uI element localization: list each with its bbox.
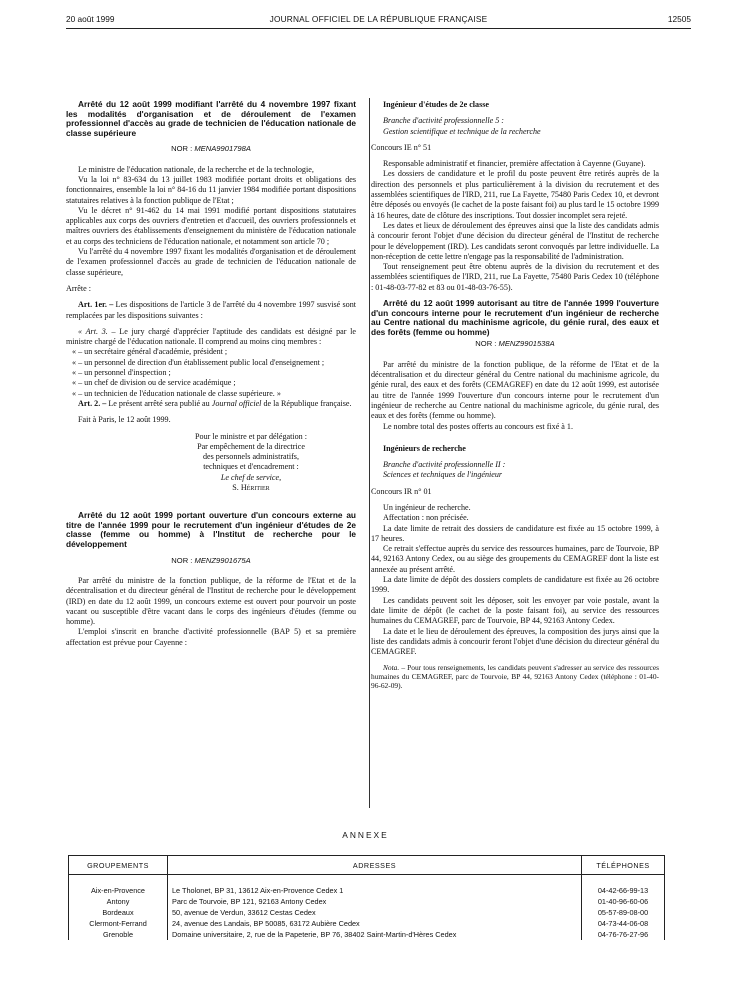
paragraph: Responsable administratif et financier, première affectation à Cayenne (Guyane).: [383, 159, 646, 169]
article-2: [66, 399, 356, 409]
nor-reference-3: [371, 339, 659, 349]
column-divider: [369, 98, 370, 808]
paragraph: Un ingénieur de recherche.: [383, 502, 471, 512]
decree-title-2: Arrêté du 12 août 1999 portant ouverture d'un concours externe au titre de l'année 1999 pour le recrutement d'un ingénieur d'études de 2e classe (femme ou homme) à l'Institut de recherche pour le développement: [66, 510, 356, 550]
header-page-number: 12505: [667, 14, 691, 24]
arrete-heading: Arrête :: [66, 283, 91, 293]
header-rule: [66, 28, 691, 29]
cell-groupement: Grenoble: [69, 929, 168, 940]
cell-telephone: 04-42-66-99-13: [582, 875, 665, 897]
list-item: « – un personnel de direction d'un établissement public local d'enseignement ;: [72, 357, 325, 367]
signature-line: Pour le ministre et par délégation :: [195, 431, 307, 441]
nor-label: NOR :: [171, 555, 193, 565]
column-header-telephones: TÉLÉPHONES: [582, 856, 665, 875]
signature-line: techniques et d'encadrement :: [203, 462, 299, 472]
cell-groupement: Bordeaux: [69, 907, 168, 918]
article-3: [66, 327, 356, 348]
table-row: [69, 907, 665, 918]
header-journal-title: JOURNAL OFFICIEL DE LA RÉPUBLIQUE FRANÇAISE: [269, 14, 488, 24]
section-heading: Ingénieur d'études de 2e classe: [383, 100, 489, 109]
nota-paragraph: [371, 663, 659, 690]
signature-line: des personnels administratifs,: [203, 452, 299, 462]
section-subheading: Gestion scientifique et technique de la recherche: [383, 126, 541, 136]
list-item: « – un technicien de l'éducation nationale de classe supérieure. »: [72, 388, 281, 398]
section-subheading: Sciences et techniques de l'ingénieur: [383, 470, 503, 480]
table-row: [69, 929, 665, 940]
right-column: [371, 100, 659, 690]
cell-groupement: Antony: [69, 896, 168, 907]
column-header-groupements: GROUPEMENTS: [69, 856, 168, 875]
cell-adresse: Parc de Tourvoie, BP 121, 92163 Antony Cedex: [168, 896, 582, 907]
list-item: « – un chef de division ou de service académique ;: [72, 378, 236, 388]
section-subheading: Branche d'activité professionnelle II :: [383, 460, 506, 470]
annexe-table: [68, 855, 665, 940]
paragraph: Vu l'arrêté du 4 novembre 1997 fixant les modalités d'organisation et de déroulement de l'examen professionnel d'accès au grade de technicien de l'éducation nationale de classe supérieure,: [66, 247, 356, 277]
header-date: 20 août 1999: [66, 14, 115, 24]
paragraph: Les dates et lieux de déroulement des épreuves ainsi que la liste des candidats admis à concourir feront l'objet d'une décision du directeur général de l'Institut de recherche pour le développement (IRD). Les candidats seront convoqués par lettre individuelle. La non-réception de cette lettre n'engage pas la responsabilité de l'administration.: [371, 220, 659, 261]
list-item: « – un secrétaire général d'académie, président ;: [72, 347, 228, 357]
decree-title-1: Arrêté du 12 août 1999 modifiant l'arrêté du 4 novembre 1997 fixant les modalités d'organisation et de déroulement de l'examen professionnel d'accès au grade de technicien de l'éducation nationale de classe supérieure: [66, 99, 356, 138]
paragraph: Par arrêté du ministre de la fonction publique, de la réforme de l'Etat et de la décentralisation et du directeur général du Centre national du machinisme agricole, du génie rural, des eaux et des forêts (CEMAGREF) en date du 12 août 1999, est autorisée au titre de l'année 1999 l'ouverture d'un concours interne pour le recrutement d'un ingénieur de recherche au Centre national du machinisme agricole, du génie rural, des eaux et des forêts (femme ou homme).: [371, 359, 659, 421]
table-header-row: [69, 856, 665, 875]
nor-label: NOR :: [475, 339, 497, 349]
nota-label: Nota. –: [383, 663, 406, 673]
paragraph: Ce retrait s'effectue auprès du service des ressources humaines, parc de Tourvoie, BP 44, 92163 Antony Cedex, ou au siège des groupements du CEMAGREF dont la liste est annexée au présent arrêté.: [371, 544, 659, 574]
article-text: Les dispositions de l'article 3 de l'arrêté du 4 novembre 1997 susvisé sont remplacées par les dispositions suivantes :: [66, 300, 356, 320]
article-text: de la République française.: [263, 398, 352, 408]
paragraph: La date limite de retrait des dossiers de candidature est fixée au 15 octobre 1999, à 17 heures.: [371, 523, 659, 543]
article-label: « Art. 3. –: [78, 326, 116, 336]
concours-label: Concours IR n° 01: [371, 486, 432, 496]
paragraph: Tout renseignement peut être obtenu auprès de la division du recrutement et des assemblées scientifiques de l'IRD, 211, rue La Fayette, 75480 Paris Cedex 10 (téléphone : 01-48-03-77-82 et 83 ou 01-48-03-76-55).: [371, 262, 659, 292]
left-column: [66, 100, 356, 648]
cell-adresse: Le Tholonet, BP 31, 13612 Aix-en-Provence Cedex 1: [168, 875, 582, 897]
article-text: Le présent arrêté sera publié au: [108, 398, 210, 408]
concours-label: Concours IE n° 51: [371, 142, 432, 152]
nor-code: MENZ9901538A: [498, 339, 555, 349]
section-heading: Ingénieurs de recherche: [383, 443, 466, 453]
nor-code: MENZ9901675A: [194, 555, 251, 565]
paragraph: Vu le décret n° 91-462 du 14 mai 1991 modifié portant dispositions statutaires applicables aux corps des ouvriers d'entretien et d'accueil, des ouvriers professionnels et maîtres ouvriers des établissements d'enseignement du ministère de l'éducation nationale et au corps des techniciens de l'éducation nationale, et notamment son article 70 ;: [66, 205, 356, 246]
cell-adresse: Domaine universitaire, 2, rue de la Papeterie, BP 76, 38402 Saint-Martin-d'Hères Cedex: [168, 929, 582, 940]
page-header: [66, 14, 691, 26]
nota-text: Pour tous renseignements, les candidats peuvent s'adresser au service des ressources humaines du CEMAGREF, parc de Tourvoie, BP 44, 92163 Antony Cedex (téléphone : 01-40-96-62-09).: [371, 663, 659, 691]
cell-telephone: 01-40-96-60-06: [582, 896, 665, 907]
paragraph: Par arrêté du ministre de la fonction publique, de la réforme de l'Etat et de la décentralisation et du directeur général de l'Institut de recherche pour le développement (IRD) en date du 12 août 1999, un concours externe est ouvert pour pourvoir un poste vacant ou susceptible d'être vacant dans le corps des ingénieurs d'études (femme ou homme).: [66, 575, 356, 627]
paragraph: La date limite de dépôt des dossiers complets de candidature est fixée au 26 octobre 1999.: [371, 575, 659, 595]
journal-name: Journal officiel: [211, 398, 262, 408]
paragraph: Le nombre total des postes offerts au concours est fixé à 1.: [383, 421, 573, 431]
article-text: Le jury chargé d'apprécier l'aptitude des candidats est désigné par le ministre chargé de l'éducation nationale. Il comprend au moins cinq membres :: [66, 326, 356, 347]
table-row: [69, 896, 665, 907]
section-subheading: Branche d'activité professionnelle 5 :: [383, 116, 505, 126]
cell-adresse: 24, avenue des Landais, BP 50085, 63172 Aubière Cedex: [168, 918, 582, 929]
nor-reference-1: [66, 144, 356, 154]
nor-label: NOR :: [171, 144, 193, 154]
paragraph: Les dossiers de candidature et le profil du poste peuvent être retirés auprès de la direction des personnels et plus particulièrement à la division du recrutement et des assemblées scientifiques de l'IRD, 211, rue La Fayette, 75480 Paris Cedex 10, et devront être déposés ou envoyés (le cachet de la poste faisant foi) au plus tard le 15 octobre 1999 à 16 heures, date de clôture des inscriptions. Tout dossier incomplet sera rejeté.: [371, 169, 659, 220]
cell-adresse: 50, avenue de Verdun, 33612 Cestas Cedex: [168, 907, 582, 918]
signature-line: Le chef de service,: [220, 472, 282, 482]
cell-telephone: 05-57-89-08-00: [582, 907, 665, 918]
fait-line: Fait à Paris, le 12 août 1999.: [78, 415, 171, 425]
signatory-name: S. Héritier: [232, 482, 270, 492]
decree-title-3: Arrêté du 12 août 1999 autorisant au titre de l'année 1999 l'ouverture d'un concours interne pour le recrutement d'un ingénieur de recherche au Centre national du machinisme agricole, du génie rural, des eaux et des forêts (femme ou homme): [371, 298, 659, 337]
table-row: [69, 875, 665, 897]
nor-reference-2: [66, 556, 356, 566]
cell-telephone: 04-73-44-06-08: [582, 918, 665, 929]
column-header-adresses: ADRESSES: [168, 856, 582, 875]
cell-groupement: Clermont-Ferrand: [69, 918, 168, 929]
paragraph: Affectation : non précisée.: [383, 513, 469, 523]
paragraph: Les candidats peuvent soit les déposer, soit les envoyer par voie postale, avant la date limite de dépôt (le cachet de la poste faisant foi), au service des ressources humaines du CEMAGREF, parc de Tourvoie, BP 44, 92163 Antony Cedex.: [371, 595, 659, 626]
paragraph: Le ministre de l'éducation nationale, de la recherche et de la technologie,: [78, 164, 314, 174]
paragraph: L'emploi s'inscrit en branche d'activité professionnelle (BAP 5) et sa première affectation est prévue pour Cayenne :: [66, 627, 356, 647]
signature-block: [146, 432, 356, 494]
nor-code: MENA9901798A: [194, 144, 251, 154]
annexe-title: ANNEXE: [342, 830, 389, 840]
article-label: Art. 2. –: [78, 398, 107, 408]
cell-telephone: 04-76-76-27-96: [582, 929, 665, 940]
paragraph: Vu la loi n° 83-634 du 13 juillet 1983 modifiée portant droits et obligations des fonctionnaires, ensemble la loi n° 84-16 du 11 janvier 1984 modifiée portant dispositions statutaires relatives à la fonction publique de l'Etat ;: [66, 174, 356, 205]
signature-line: Par empêchement de la directrice: [197, 441, 305, 451]
article-label: Art. 1er. –: [78, 300, 114, 310]
list-item: « – un personnel d'inspection ;: [72, 368, 171, 378]
cell-groupement: Aix-en-Provence: [69, 875, 168, 897]
paragraph: La date et le lieu de déroulement des épreuves, la composition des jurys ainsi que la liste des candidats admis à concourir feront l'objet d'une décision du directeur général du CEMAGREF.: [371, 626, 659, 657]
table-row: [69, 918, 665, 929]
article-1: [66, 300, 356, 321]
